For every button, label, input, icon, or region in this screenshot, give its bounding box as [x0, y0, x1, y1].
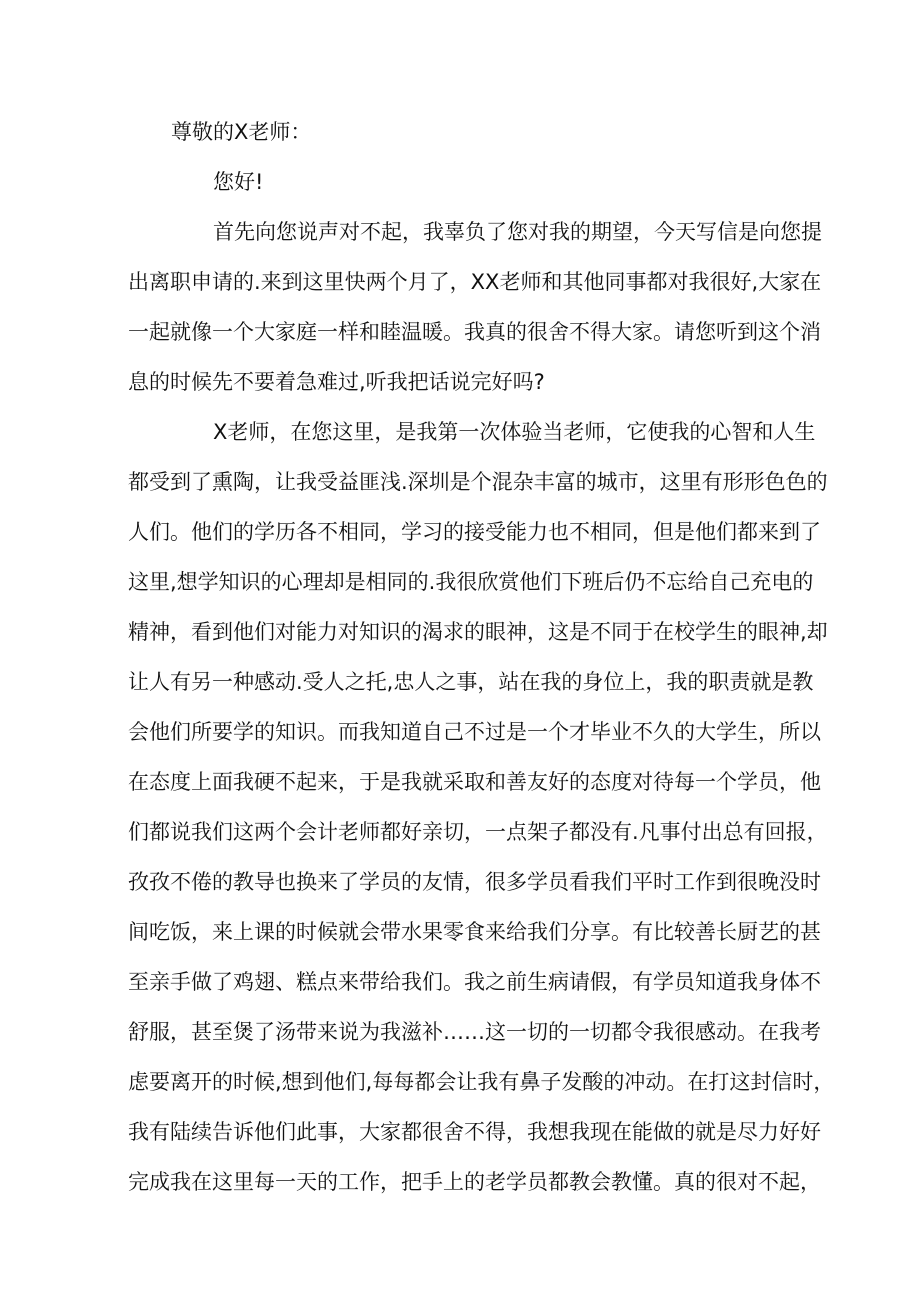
paragraph-2-line-4: 这里,想学知识的心理却是相同的.我很欣赏他们下班后仍不忘给自己充电的: [128, 570, 814, 594]
salutation: 尊敬的X老师：: [171, 120, 312, 144]
paragraph-2-line-15: 我有陆续告诉他们此事，大家都很舍不得，我想我现在能做的就是尽力好好: [128, 1120, 821, 1144]
paragraph-2-line-9: 们都说我们这两个会计老师都好亲切，一点架子都没有.凡事付出总有回报，: [128, 820, 828, 844]
greeting: 您好!: [213, 170, 264, 194]
paragraph-2-line-13: 舒服，甚至煲了汤带来说为我滋补……这一切的一切都令我很感动。在我考: [128, 1020, 821, 1044]
paragraph-2-line-1: X老师，在您这里，是我第一次体验当老师，它使我的心智和人生: [213, 420, 816, 444]
paragraph-1-line-1: 首先向您说声对不起，我辜负了您对我的期望，今天写信是向您提: [213, 220, 822, 244]
paragraph-2-line-12: 至亲手做了鸡翅、糕点来带给我们。我之前生病请假，有学员知道我身体不: [128, 970, 821, 994]
paragraph-1-line-3: 一起就像一个大家庭一样和睦温暖。我真的很舍不得大家。请您听到这个消: [128, 320, 821, 344]
paragraph-2-line-11: 间吃饭，来上课的时候就会带水果零食来给我们分享。有比较善长厨艺的甚: [128, 920, 821, 944]
paragraph-2-line-5: 精神，看到他们对能力对知识的渴求的眼神，这是不同于在校学生的眼神,却: [128, 620, 828, 644]
paragraph-2-line-8: 在态度上面我硬不起来，于是我就采取和善友好的态度对待每一个学员，他: [128, 770, 821, 794]
paragraph-2-line-7: 会他们所要学的知识。而我知道自己不过是一个才毕业不久的大学生，所以: [128, 720, 821, 744]
paragraph-2-line-10: 孜孜不倦的教导也换来了学员的友情，很多学员看我们平时工作到很晚没时: [128, 870, 821, 894]
paragraph-2-line-14: 虑要离开的时候,想到他们,每每都会让我有鼻子发酸的冲动。在打这封信时，: [128, 1070, 835, 1094]
paragraph-1-line-4: 息的时候先不要着急难过,听我把话说完好吗?: [128, 370, 545, 394]
paragraph-2-line-3: 人们。他们的学历各不相同，学习的接受能力也不相同，但是他们都来到了: [128, 520, 821, 544]
paragraph-2-line-16: 完成我在这里每一天的工作，把手上的老学员都教会教懂。真的很对不起，: [128, 1170, 821, 1194]
paragraph-2-line-2: 都受到了熏陶，让我受益匪浅.深圳是个混杂丰富的城市，这里有形形色色的: [128, 470, 828, 494]
paragraph-2-line-6: 让人有另一种感动.受人之托,忠人之事，站在我的身位上，我的职责就是教: [128, 670, 814, 694]
paragraph-1-line-2: 出离职申请的.来到这里快两个月了，XX老师和其他同事都对我很好,大家在: [128, 270, 822, 294]
